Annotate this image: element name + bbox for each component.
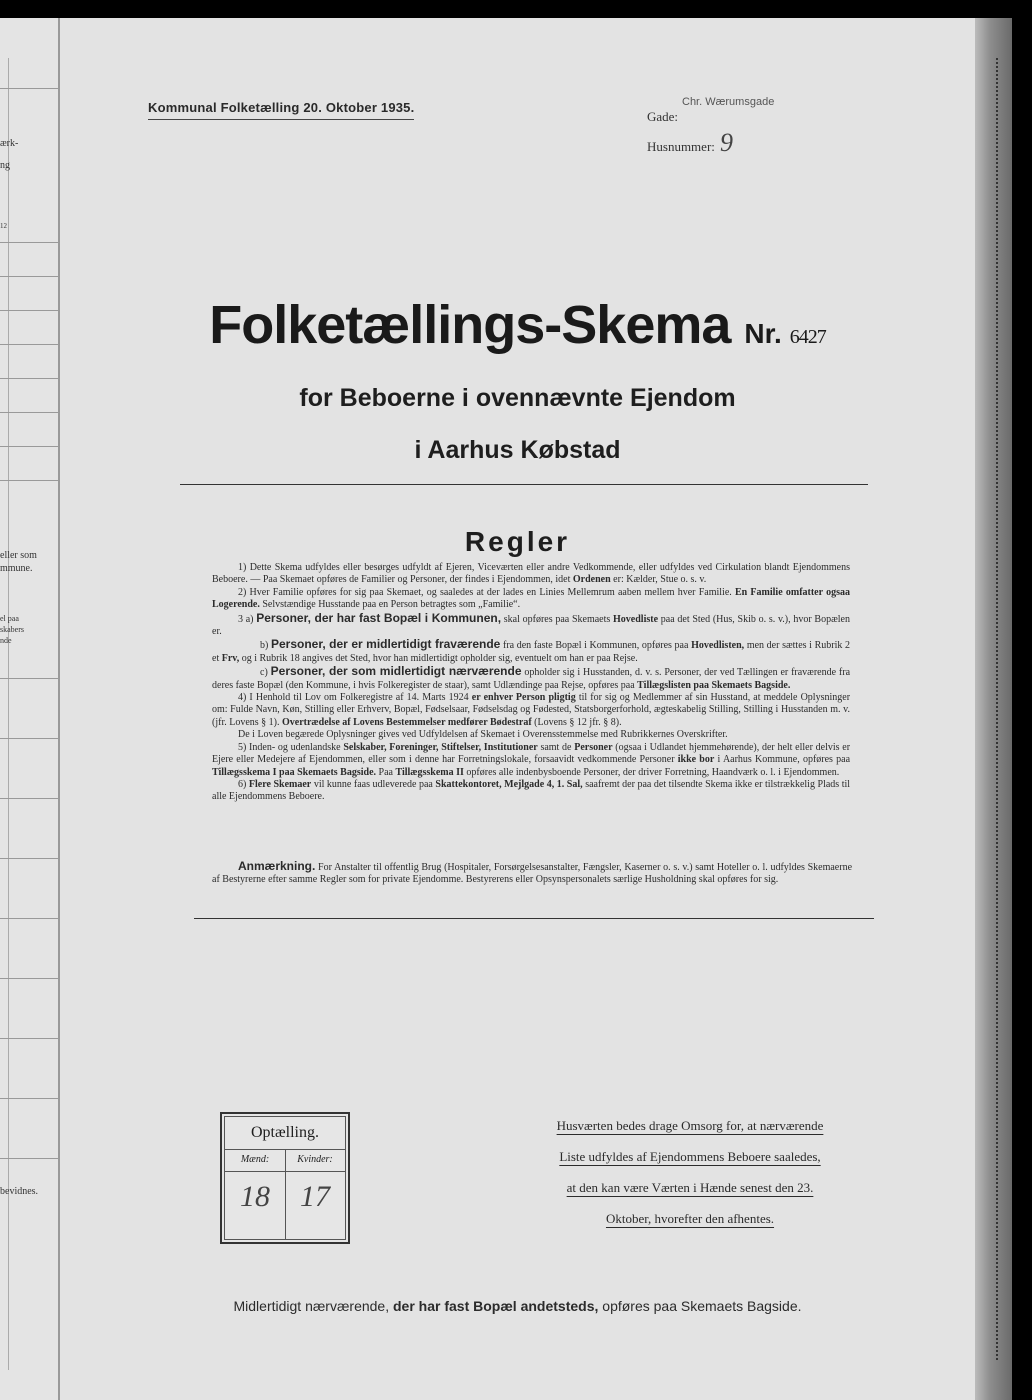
left-page-rule (0, 858, 58, 859)
rule-3b: b) Personer, der er midlertidigt fraværende fra den faste Bopæl i Kommunen, opføres paa Hovedlisten, men der sættes i Rubrik 2 et Frv, og i Rubrik 18 angives det Sted, hvor han midlertidigt opholder sig, eventuelt om han er paa Rejse. (212, 637, 851, 664)
left-page-rule (0, 446, 58, 447)
left-page-rule (0, 88, 58, 89)
rules-text (212, 562, 850, 804)
left-page-rule (0, 678, 58, 679)
left-page-rule (0, 310, 58, 311)
street-label: Gade: (647, 109, 679, 124)
left-page-rule (0, 412, 58, 413)
margin-fragment: el paa (0, 614, 19, 623)
rule-3c: c) Personer, der som midlertidigt nærværende opholder sig i Husstanden, d. v. s. Personer, der ved Tællingen er fraværende fra deres faste Bopæl (den Kommune, i hvis Folkeregister de staar), samt Udlændinge paa Rejse, opføres paa Tillægslisten paa Skemaets Bagside. (212, 664, 851, 691)
left-page-rule (0, 918, 58, 919)
house-number-label: Husnummer: (647, 139, 715, 154)
census-title-underline (148, 119, 414, 120)
rule-2: 2) Hver Familie opføres for sig paa Skemaet, og saaledes at der lades en Linies Mellemrum aaben mellem hver Familie. En Familie omfatter ogsaa Logerende. Selvstændige Husstande paa en Person betragtes som „Familie“. (212, 586, 850, 611)
margin-fragment: nde (0, 636, 12, 645)
rule-4: 4) I Henhold til Lov om Folkeregistre af 14. Marts 1924 er enhver Person pligtig til for sig og Medlemmer af sin Husstand, at meddele Oplysninger om: Fulde Navn, Køn, Stilling eller Erhverv, Bopæl, Fødselsaar, Fødselsdag og Fødested, Statsborgerforhold, ægteskabelig Stilling, Stilling i Husstanden m. v. (jfr. Lovens § 1). Overtrædelse af Lovens Bestemmelser medfører Bødestraf (Lovens § 12 jfr. § 8). (212, 692, 851, 728)
left-page-rule (0, 978, 58, 979)
left-page-rule (0, 276, 58, 277)
margin-fragment: ærk- (0, 138, 19, 149)
binding-stitching (996, 58, 998, 1360)
tally-men-column (225, 1149, 286, 1239)
tally-women-label: Kvinder: (285, 1149, 345, 1172)
margin-fragment: bevidnes. (0, 1186, 39, 1197)
left-page-rule (0, 378, 58, 379)
house-number-value: 9 (720, 128, 733, 157)
notice-line-1: Husværten bedes drage Omsorg for, at nærværende (556, 1118, 824, 1133)
left-page-rule (0, 242, 58, 243)
rule-5: 5) Inden- og udenlandske Selskaber, Foreninger, Stiftelser, Institutioner samt de Personer (ogsaa i Udlandet hjemmehørende), der helt eller delvis er Ejere eller Medejere af Ejendommen, eller som i denne har Forretningslokale, forsaavidt vedkommende Personer ikke bor i Aarhus Kommune, opføres paa Tillægsskema I paa Skemaets Bagside. Paa Tillægsskema II opføres alle indenbysboende Personer, der driver Forretning, Haandværk o. l. i Ejendommen. (212, 741, 851, 778)
rule-6: 6) Flere Skemaer vil kunne faas udleverede paa Skattekontoret, Mejlgade 4, 1. Sal, saafremt der paa det tilsendte Skema ikke er tilstrækkelig Plads til alle Ejendommens Beboere. (212, 778, 851, 803)
form-title (60, 294, 975, 356)
street-value: Chr. Wærumsgade (682, 96, 775, 108)
footer-note (60, 1298, 975, 1314)
remark-divider (194, 918, 874, 919)
left-page-rule (0, 1158, 58, 1159)
rule-3a: 3 a) Personer, der har fast Bopæl i Kommunen, skal opføres paa Skemaets Hovedliste paa det Sted (Hus, Skib o. s. v.), hvor Bopælen er. (212, 610, 850, 638)
margin-fragment: 12 (0, 222, 7, 230)
notice-line-4: Oktober, hvorefter den afhentes. (605, 1211, 775, 1226)
tally-title: Optælling. (225, 1117, 345, 1150)
title-divider (180, 484, 868, 485)
left-page-rule (0, 738, 58, 739)
margin-fragment: skabers (0, 625, 24, 634)
left-page-edge (0, 18, 60, 1400)
form-nr-value: 6427 (789, 326, 826, 348)
tally-men-value: 18 (240, 1180, 270, 1213)
form-subtitle-2: i Aarhus Købstad (414, 436, 621, 464)
census-form-page (60, 18, 975, 1400)
footer-bold: der har fast Bopæl andetsteds, (393, 1298, 599, 1314)
tally-box-inner (224, 1116, 346, 1240)
left-page-rule (0, 1038, 58, 1039)
form-nr-label: Nr. (744, 318, 782, 349)
census-title (148, 100, 414, 115)
rule-1: 1) Dette Skema udfyldes eller besørges udfyldt af Ejeren, Viceværten eller andre Vedkommende, eller udfyldes ved Cirkulation blandt Ejendommens Beboere. — Paa Skemaet opføres de Familier og Personer, der findes i Ejendommen, idet Ordenen er: Kælder, Stue o. s. v. (212, 562, 850, 586)
left-page-rule (0, 344, 58, 345)
rule-4-note: De i Loven begærede Oplysninger gives ved Udfyldelsen af Skemaet i Overensstemmelse med Rubrikkernes Overskrifter. (238, 729, 728, 741)
notice-line-2: Liste udfyldes af Ejendommens Beboere saaledes, (559, 1149, 821, 1164)
tally-box (220, 1112, 350, 1244)
margin-fragment: eller som (0, 550, 37, 561)
notice-line-3: at den kan være Værten i Hænde senest den 23. (566, 1180, 814, 1195)
footer-pre: Midlertidigt nærværende, (233, 1298, 390, 1314)
remark-text: Anmærkning. For Anstalter til offentlig Brug (Hospitaler, Forsørgelsesanstalter, Fængsler, Kaserner o. s. v.) samt Hoteller o. l. udfyldes Skemaerne af Bestyrerne efter samme Regler som for private Ejendomme. Bestyrerens eller Opsynspersonalets særlige Husholdning skal opføres for sig. (212, 859, 853, 886)
left-page-rule (0, 798, 58, 799)
form-title-main: Folketællings-Skema (209, 295, 731, 355)
footer-post: opføres paa Skemaets Bagside. (602, 1298, 802, 1314)
rules-heading: Regler (464, 526, 571, 557)
left-page-rule (0, 480, 58, 481)
left-page-border (8, 58, 9, 1370)
margin-fragment: ng (0, 160, 10, 171)
census-title-text: Kommunal Folketælling 20. Oktober 1935. (148, 100, 415, 115)
book-binding (975, 18, 1012, 1400)
tally-women-value: 17 (300, 1180, 330, 1213)
landlord-notice (520, 1110, 860, 1234)
remark-section (212, 860, 852, 887)
left-page-rule (0, 1098, 58, 1099)
margin-fragment: mmune. (0, 563, 33, 574)
tally-men-label: Mænd: (225, 1149, 285, 1172)
form-subtitle-1: for Beboerne i ovennævnte Ejendom (299, 384, 736, 412)
tally-women-column (285, 1149, 345, 1239)
